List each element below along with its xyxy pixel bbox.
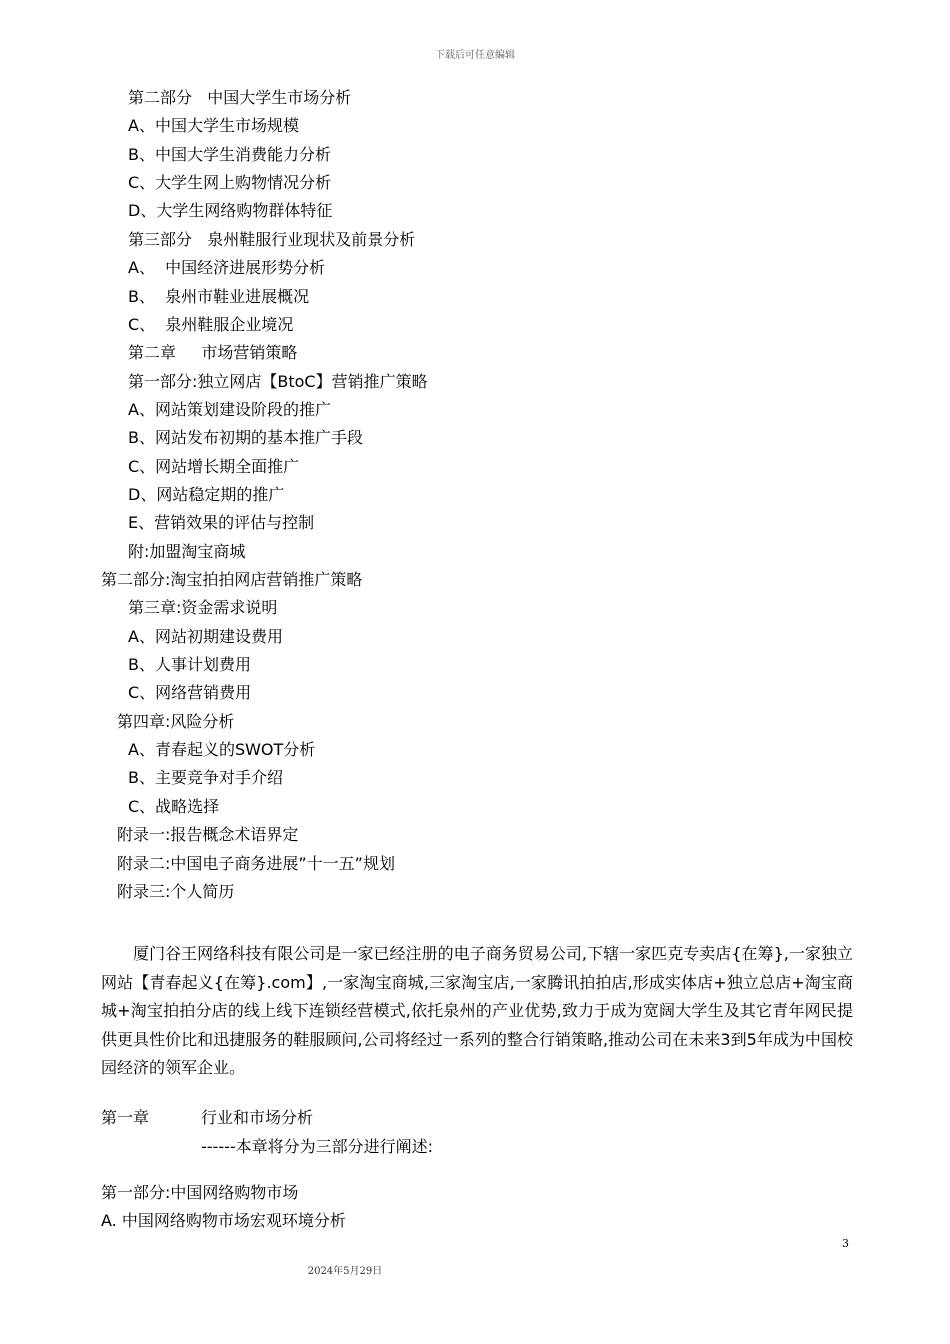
toc-item: B、人事计划费用	[128, 655, 251, 674]
page-number: 3	[842, 1237, 849, 1250]
page-header: 下载后可任意编辑	[435, 50, 515, 61]
toc-item: 第三部分 泉州鞋服行业现状及前景分析	[128, 229, 416, 249]
toc-item: B、网站发布初期的基本推广手段	[128, 428, 363, 448]
toc-item: D、网站稳定期的推广	[128, 484, 285, 504]
toc-item: A、中国大学生市场规模	[128, 116, 299, 136]
toc-item: A、网站策划建设阶段的推广	[128, 399, 331, 419]
toc-item: E、营销效果的评估与控制	[128, 513, 315, 533]
subsection-a-heading: A. 中国网络购物市场宏观环境分析	[101, 1211, 346, 1230]
toc-item: C、战略选择	[128, 796, 220, 816]
page-footer-date: 2024年5月29日	[307, 1266, 383, 1277]
toc-item: 附录二:中国电子商务进展”十一五”规划	[117, 853, 395, 873]
intro-paragraph	[101, 940, 853, 1083]
toc-item: 第四章:风险分析	[117, 711, 235, 731]
toc-item: B、中国大学生消费能力分析	[128, 144, 331, 164]
toc-item: 第三章:资金需求说明	[128, 598, 278, 618]
toc-item: 附录一:报告概念术语界定	[117, 825, 299, 845]
toc-item: A、 中国经济进展形势分析	[128, 258, 326, 278]
section1-heading: 第一部分:中国网络购物市场	[101, 1183, 299, 1202]
chapter1-title: 行业和市场分析	[201, 1108, 314, 1127]
toc-item: C、网络营销费用	[128, 683, 252, 703]
toc-item: C、大学生网上购物情况分析	[128, 173, 332, 193]
toc-item: A、网站初期建设费用	[128, 626, 283, 646]
intro-text: 厦门谷王网络科技有限公司是一家已经注册的电子商务贸易公司,下辖一家匹克专卖店{在筹},一家独立网站【青春起义{在筹}.com】,一家淘宝商城,三家淘宝店,一家腾讯拍拍店,形成实体店+独立总店+淘宝商城+淘宝拍拍分店的线上线下连锁经营模式,依托泉州的产业优势,致力于成为宽阔大学生及其它青年网民提供更具性价比和迅捷服务的鞋服顾问,公司将经过一系列的整合行销策略,推动公司在未来3到5年成为中国校园经济的领军企业。	[101, 944, 853, 1077]
toc-item: 第二部分:淘宝拍拍网店营销推广策略	[101, 570, 363, 589]
toc-item: C、网站增长期全面推广	[128, 456, 300, 476]
toc-item: 附:加盟淘宝商城	[128, 541, 246, 561]
chapter1-label: 第一章	[101, 1108, 150, 1127]
toc-item: B、主要竞争对手介绍	[128, 768, 283, 788]
toc-item: 第二章 市场营销策略	[128, 343, 298, 363]
toc-item: 附录三:个人简历	[117, 881, 235, 901]
toc-item: C、 泉州鞋服企业境况	[128, 314, 294, 334]
toc-item: 第二部分 中国大学生市场分析	[128, 88, 352, 107]
toc-item: A、青春起义的SWOT分析	[128, 740, 316, 760]
toc-item: 第一部分:独立网店【BtoC】营销推广策略	[128, 371, 428, 391]
toc-item: B、 泉州市鞋业进展概况	[128, 286, 310, 306]
toc-item: D、大学生网络购物群体特征	[128, 201, 333, 221]
chapter1-subtitle: ------本章将分为三部分进行阐述:	[201, 1137, 434, 1156]
